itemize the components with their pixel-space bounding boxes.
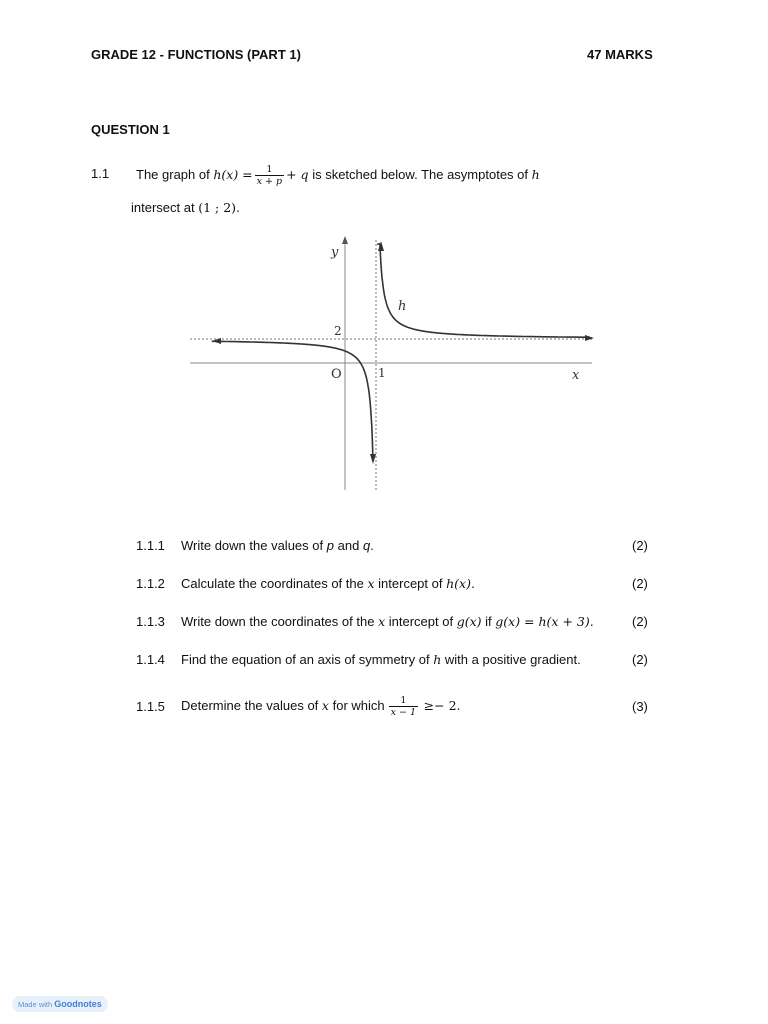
left-branch-bottom-arrow: [370, 454, 376, 464]
question-number: 1.1: [91, 166, 110, 181]
q-text-a: The graph of: [136, 167, 210, 182]
subquestion-number: 1.1.4: [136, 652, 165, 667]
y-axis-arrow: [342, 236, 348, 244]
sq2-text-b: intercept of: [378, 576, 443, 591]
subquestion-marks: (2): [632, 576, 648, 591]
goodnotes-badge[interactable]: [12, 996, 108, 1012]
left-branch-end-arrow: [212, 338, 221, 344]
subquestion-1-1-5-text: [181, 688, 461, 724]
subquestion-number: 1.1.5: [136, 699, 165, 714]
var-x: x: [367, 576, 375, 591]
sq3-text-b: intercept of: [388, 614, 454, 629]
right-branch-top-arrow: [378, 241, 384, 251]
sq1-text: Write down the values of: [181, 538, 324, 553]
fraction-denominator: x + p: [256, 175, 283, 187]
inequality-rhs: ≥− 2.: [423, 698, 461, 713]
y-axis-label: y: [331, 245, 339, 260]
q-text-c: intersect at: [131, 200, 195, 215]
g-equation: g(x) = h(x + 3).: [495, 614, 594, 629]
sq1-and: and: [337, 538, 360, 553]
subquestion-1-1-4-text: [181, 652, 581, 668]
origin-label: O: [331, 367, 342, 382]
subquestion-number: 1.1.3: [136, 614, 165, 629]
var-q: q: [362, 538, 371, 553]
sq5-text-b: for which: [332, 698, 385, 713]
sq5-text: Determine the values of: [181, 698, 319, 713]
subquestion-marks: (3): [632, 699, 648, 714]
goodnotes-logo: Goodnotes: [54, 999, 102, 1009]
var-p: p: [326, 538, 334, 553]
x-axis-label: x: [572, 368, 580, 383]
subquestion-1-1-1-text: [181, 538, 374, 554]
subquestion-marks: (2): [632, 652, 648, 667]
subquestion-1-1-2-text: [181, 576, 475, 592]
question-heading: QUESTION 1: [91, 122, 170, 137]
sq4-text-b: with a positive gradient.: [444, 652, 581, 667]
q-text-b: is sketched below. The asymptotes of: [312, 167, 529, 182]
page-title: GRADE 12 - FUNCTIONS (PART 1): [91, 47, 301, 62]
sq3-text: Write down the coordinates of the: [181, 614, 375, 629]
curve-label: h: [398, 299, 407, 314]
inequality-fraction: [389, 695, 418, 718]
sq4-text: Find the equation of an axis of symmetry of: [181, 652, 430, 667]
var-x: x: [321, 698, 329, 713]
subquestion-marks: (2): [632, 538, 648, 553]
subquestion-number: 1.1.2: [136, 576, 165, 591]
tick-label-1: 1: [378, 366, 386, 380]
curve-left-branch: [212, 341, 373, 459]
total-marks: 47 MARKS: [587, 47, 653, 62]
sq2-text: Calculate the coordinates of the: [181, 576, 364, 591]
g-of-x: g(x): [456, 614, 482, 629]
func-h-of-x: h(x) =: [213, 167, 253, 182]
subquestion-number: 1.1.1: [136, 538, 165, 553]
h-of-x: h(x).: [446, 576, 475, 591]
fraction-denominator: x − 1: [390, 706, 417, 718]
sq1-dot: .: [370, 538, 374, 553]
subquestion-marks: (2): [632, 614, 648, 629]
h-symbol: h: [433, 652, 442, 667]
fraction-numerator: 1: [266, 163, 273, 175]
made-with-text: Made with: [18, 1000, 53, 1009]
var-x: x: [378, 614, 386, 629]
sq3-if: if: [485, 614, 492, 629]
tick-label-2: 2: [334, 324, 342, 338]
fraction-numerator: 1: [400, 694, 407, 706]
right-branch-end-arrow: [585, 335, 594, 341]
h-symbol: h: [531, 167, 540, 182]
intersection-point: (1 ; 2).: [198, 200, 241, 215]
subquestion-1-1-3-text: [181, 614, 594, 630]
curve-right-branch: [377, 244, 590, 337]
plus-q: + q: [286, 167, 309, 182]
